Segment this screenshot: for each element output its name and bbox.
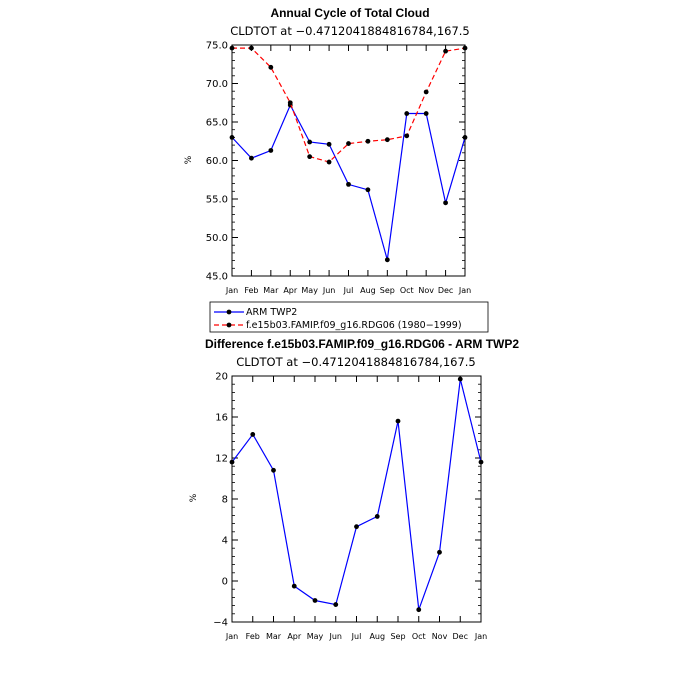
chart2-series-0-point	[333, 602, 338, 607]
chart1-xtick-label: Oct	[399, 286, 414, 295]
chart1-xtick-label: Nov	[418, 286, 434, 295]
chart1-series-0-point	[385, 257, 390, 262]
chart2-series-0-point	[271, 468, 276, 473]
chart1-series-1-point	[366, 139, 371, 144]
chart1-xtick-label: May	[301, 286, 318, 295]
chart1-series-1-point	[443, 49, 448, 54]
chart1-series-1-point	[249, 46, 254, 51]
chart2-series-0-point	[437, 550, 442, 555]
chart1-series-1-point	[463, 46, 468, 51]
chart1-series-1-point	[230, 46, 235, 51]
chart2-series-0-point	[230, 460, 235, 465]
chart1-series-0-point	[404, 111, 409, 116]
chart2-series-0-point	[313, 598, 318, 603]
chart1-series-1-point	[288, 100, 293, 105]
chart2-xtick-label: Jan	[225, 632, 239, 641]
chart2-xtick-label: Feb	[245, 632, 260, 641]
chart2-xtick-label: Mar	[265, 632, 282, 641]
chart2-series-0-point	[458, 377, 463, 382]
chart1-xtick-label: Jun	[322, 286, 336, 295]
chart1-title: Annual Cycle of Total Cloud	[270, 6, 430, 20]
chart2-xtick-label: Jun	[329, 632, 342, 641]
chart1-series-0-point	[268, 148, 273, 153]
chart2-ytick-label: −4	[213, 617, 228, 629]
chart1-xtick-label: Jan	[225, 286, 239, 295]
chart2-series-0-point	[396, 419, 401, 424]
chart1-xtick-label: Sep	[379, 286, 395, 295]
chart2-plot	[213, 372, 487, 642]
chart2-series-0-point	[416, 607, 421, 612]
chart2-xtick-label: Sep	[390, 632, 406, 641]
chart1-series-0-point	[463, 135, 468, 140]
legend-label-arm: ARM TWP2	[246, 307, 298, 318]
chart1-ytick-label: 50.0	[205, 233, 228, 244]
chart2-subtitle: CLDTOT at −0.4712041884816784,167.5	[236, 355, 476, 369]
chart1-ytick-label: 55.0	[205, 194, 228, 206]
chart2-ytick-label: 8	[221, 494, 228, 506]
chart1-series-0-point	[443, 200, 448, 205]
chart2-ytick-label: 0	[221, 576, 228, 588]
chart2-ytick-label: 16	[215, 412, 228, 424]
chart1-xtick-label: Apr	[283, 286, 298, 295]
chart1-subtitle: CLDTOT at −0.4712041884816784,167.5	[230, 24, 470, 38]
legend	[210, 302, 488, 332]
chart1-ytick-label: 75.0	[205, 40, 228, 52]
chart2-xtick-label: Jan	[474, 632, 488, 641]
chart1-xtick-label: Jul	[343, 286, 354, 295]
chart2-xtick-label: Oct	[411, 632, 426, 641]
legend-label-model: f.e15b03.FAMIP.f09_g16.RDG06 (1980−1999)	[246, 320, 462, 331]
legend-marker-model	[227, 323, 232, 328]
chart2-series-0-point	[292, 584, 297, 589]
chart2-xtick-label: Aug	[369, 632, 386, 641]
chart1-ytick-label: 60.0	[205, 156, 228, 167]
chart1-series-1-point	[424, 90, 429, 95]
chart2-xtick-label: Apr	[287, 632, 302, 641]
chart1-series-0-point	[346, 182, 351, 187]
chart1-xtick-label: Dec	[437, 286, 454, 295]
chart1-series-0-point	[424, 111, 429, 116]
chart1-plot	[206, 41, 471, 296]
chart1-series-0-point	[230, 135, 235, 140]
chart1-series-0-point	[307, 140, 312, 145]
chart1-xtick-label: Jan	[458, 286, 472, 295]
chart1-series-1-point	[327, 160, 332, 165]
chart1-series-1-point	[404, 133, 409, 138]
chart1-series-0-point	[366, 187, 371, 192]
chart1-ytick-label: 70.0	[205, 79, 228, 90]
chart2-ytick-label: 4	[221, 535, 228, 547]
chart2-series-0-point	[354, 524, 359, 529]
chart1-series-1-point	[346, 141, 351, 146]
chart1-series-0-point	[327, 142, 332, 147]
chart2-xtick-label: Jul	[351, 632, 362, 641]
chart1-series-1-point	[307, 154, 312, 159]
chart1-xtick-label: Mar	[263, 286, 279, 295]
chart2-series-0-line	[232, 379, 481, 610]
chart2-frame	[232, 376, 481, 622]
chart1-xtick-label: Feb	[244, 286, 259, 295]
chart2-ylabel: %	[189, 493, 199, 503]
chart2-series-0-point	[479, 460, 484, 465]
chart2-xtick-label: Dec	[452, 632, 468, 641]
chart2-series-0-point	[375, 514, 380, 519]
chart2-ytick-label: 20	[215, 371, 228, 383]
chart2-xtick-label: Nov	[431, 632, 448, 641]
chart1-ytick-label: 45.0	[205, 271, 228, 283]
chart2-ytick-label: 12	[215, 453, 228, 465]
chart1-series-1-point	[385, 137, 390, 142]
legend-marker-arm	[227, 310, 232, 315]
chart1-series-1-point	[268, 65, 273, 70]
chart1-xtick-label: Aug	[360, 286, 376, 295]
chart1-ylabel: %	[184, 155, 194, 165]
chart2-title: Difference f.e15b03.FAMIP.f09_g16.RDG06 - ARM TWP2	[204, 337, 520, 351]
chart1-frame	[232, 45, 465, 276]
chart1-ytick-label: 65.0	[205, 117, 228, 129]
chart1-series-0-point	[249, 156, 254, 161]
chart2-xtick-label: May	[306, 632, 324, 641]
chart2-series-0-point	[250, 432, 255, 437]
